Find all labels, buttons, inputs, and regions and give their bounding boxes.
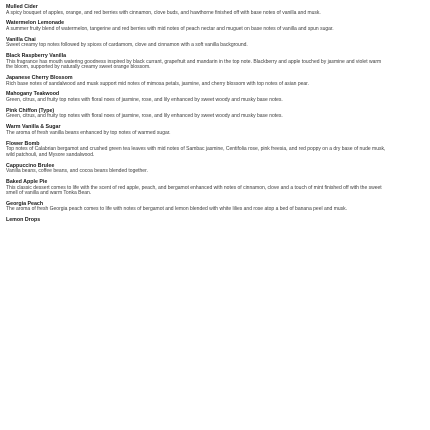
list-item: [6, 142, 420, 159]
scent-name: Mulled Cider: [6, 4, 38, 10]
list-item: [6, 38, 420, 49]
list-item: [6, 54, 420, 71]
scent-description: This fragrance has mouth watering goodness inspired by black currant, grapefruit and mandarin in the top note. Blackberry and apple touched by jasmine and violet warm the bloom, supported by naturally creamy sweet orange blossom.: [6, 58, 382, 71]
scent-name: Flower Bomb: [6, 140, 40, 147]
scent-description: Vanilla beans, coffee beans, and cocoa beans blended together.: [6, 168, 148, 175]
list-item: [6, 218, 420, 224]
list-item: [6, 202, 420, 213]
scent-name: Pink Chiffon (Type): [6, 107, 55, 114]
scent-name: Warm Vanilla & Sugar: [6, 124, 61, 131]
scent-name: Watermelon Lemonade: [6, 20, 65, 27]
list-item: [6, 164, 420, 175]
scent-description: Green, citrus, and fruity top notes with floral noes of jasmine, rose, and lily enhanced by sweet woody and musky base notes.: [6, 113, 283, 120]
list-item: [6, 5, 420, 16]
scent-description: This classic dessert comes to life with the scent of red apple, peach, and bergamot enhanced with notes of cinnamon, clove and a touch of mint finished off with the sweet smell of vanilla and warm Tonka Bean.: [6, 184, 382, 196]
list-item: [6, 180, 420, 197]
scent-description: Green, citrus, and fruity top notes with floral noes of jasmine, rose, and lily enhanced by sweet woody and musky base notes.: [6, 97, 283, 104]
scent-description: The aroma of fresh Georgia peach comes to life with notes of bergamot and lemon blended with white lilies and rose atop a bed of banana peel and musk.: [6, 206, 348, 213]
scent-description: A spicy bouquet of apples, orange, and red berries with cinnamon, clove buds, and hawthorne finished off with base notes of vanilla and musk.: [6, 9, 321, 16]
scent-name: Black Raspberry Vanilla: [6, 53, 67, 60]
list-item: [6, 21, 420, 32]
scent-name: Cappuccino Brulee: [6, 162, 55, 169]
scent-name: Vanilla Chai: [6, 36, 36, 43]
scent-name: Mahogany Teakwood: [6, 91, 60, 98]
scent-description: Sweet creamy top notes followed by spices of cardamom, clove and cinnamon with a soft vanilla background.: [6, 42, 248, 49]
list-item: [6, 125, 420, 136]
scent-name: Lemon Drops: [6, 217, 41, 224]
scent-name: Baked Apple Pie: [6, 178, 48, 185]
scent-name: Japanese Cherry Blossom: [6, 75, 73, 82]
list-item: [6, 109, 420, 120]
list-item: [6, 76, 420, 87]
scent-description: Rich base notes of sandalwood and musk support mid notes of mimosa petals, jasmine, and cherry blossom with top notes of asian pear.: [6, 80, 309, 87]
list-item: [6, 92, 420, 103]
scent-description: A summer fruity blend of watermelon, tangerine and red berries with mid notes of peach nectar and muguet on base notes of vanilla and spun sugar.: [6, 25, 334, 32]
scent-name: Georgia Peach: [6, 200, 44, 207]
scent-description: Top notes of Calabrian bergamot and crushed green tea leaves with mid notes of Sambac jasmine, Centifolia rose, pink freesia, and red poppy on a dry base of nude musk, wild patchouli, and Mysore sandalwood.: [6, 146, 386, 158]
scent-description: The aroma of fresh vanilla beans enhanced by top notes of warmed sugar.: [6, 129, 171, 136]
